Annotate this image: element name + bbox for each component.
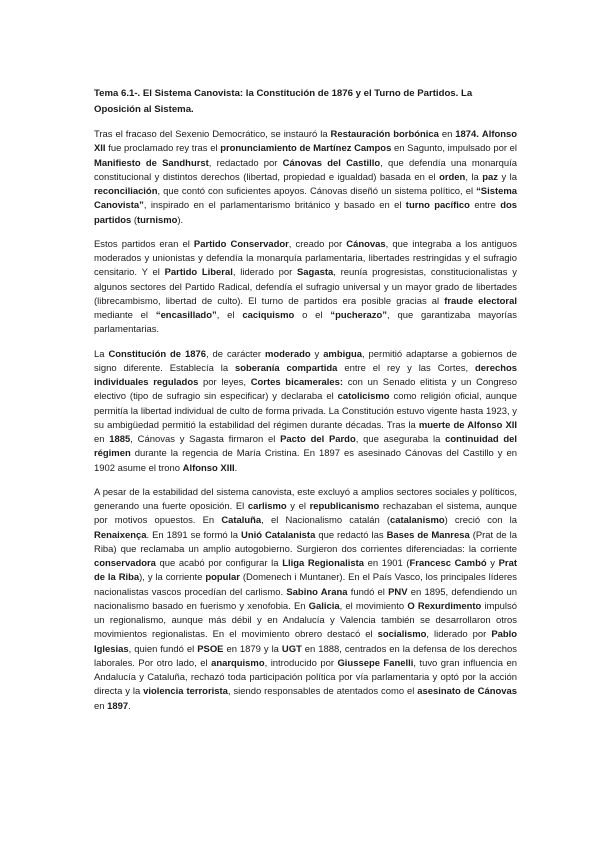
text-run: , liderado por: [426, 629, 492, 641]
bold-text-run: asesinato de Cánovas: [417, 686, 517, 698]
paragraph-oposicion: [94, 486, 517, 714]
bold-text-run: PNV: [388, 586, 408, 598]
bold-text-run: Constitución de 1876: [108, 348, 206, 360]
bold-text-run: Bases de Manresa: [386, 529, 470, 541]
text-run: y: [310, 348, 324, 360]
text-run: , tuvo gran influencia en Andalucía y Cataluña, rechazó toda participación política por vía parlamentaria y optó por la acción directa y la: [94, 657, 517, 698]
bold-text-run: catolicismo: [337, 391, 390, 403]
text-run: con un Senado elitista y un Congreso electivo (tipo de sufragio sin especificar) y declaraba el: [94, 377, 517, 403]
bold-text-run: Sagasta: [297, 267, 334, 279]
bold-text-run: Sabino Arana: [286, 586, 348, 598]
text-run: en: [438, 129, 456, 140]
bold-text-run: Unió Catalanista: [241, 529, 316, 541]
text-run: rechazaban el sistema, aunque por motivos opuestos. En: [94, 501, 517, 527]
text-run: o el: [294, 310, 331, 321]
text-run: (Domenech i Muntaner). En el País Vasco, los principales líderes nacionalistas vascos procedían del carlismo.: [94, 572, 517, 598]
text-run: en: [94, 700, 108, 712]
text-run: . En 1891 se formó la: [146, 529, 242, 541]
text-run: mediante el: [94, 310, 156, 321]
bold-text-run: socialismo: [377, 629, 427, 641]
paragraph-restauracion: [94, 128, 517, 228]
text-run: .: [234, 462, 238, 474]
bold-text-run: 1874.: [455, 129, 479, 140]
bold-text-run: Prat de la Riba: [94, 558, 517, 584]
text-run: Estos partidos eran el: [94, 238, 194, 250]
bold-text-run: “encasillado”: [155, 310, 217, 321]
text-run: , creado por: [288, 238, 347, 250]
bold-text-run: Restauración borbónica: [330, 129, 439, 140]
bold-text-run: Pablo Iglesias: [94, 629, 518, 655]
text-run: y la: [497, 171, 517, 183]
text-run: y el: [286, 501, 310, 512]
text-run: , que contó con suficientes apoyos. Cánovas diseñó un sistema político, el: [157, 186, 477, 197]
bold-text-run: derechos individuales regulados: [94, 362, 518, 388]
text-run: , reunía progresistas, constitucionalistas y algunos sectores del Partido Radical, defendía el sufragio universal y un mayor grado de libertades (librecambismo, libertad de culto). El turno de partidos era posible gracias al: [94, 267, 518, 307]
text-run: fundó el: [347, 586, 389, 598]
bold-text-run: 1897: [107, 700, 129, 712]
bold-text-run: Renaixença: [94, 529, 147, 541]
bold-text-run: Alfonso XII: [94, 129, 517, 155]
document-title: Tema 6.1-. El Sistema Canovista: la Constitución de 1876 y el Turno de Partidos. La Oposición al Sistema.: [94, 88, 473, 115]
text-run: , inspirado en el parlamentarismo británico y basado en el: [143, 200, 406, 212]
bold-text-run: soberanía compartida: [235, 362, 338, 374]
text-run: ).: [177, 214, 184, 226]
text-run: , liderado por: [232, 267, 298, 279]
bold-text-run: popular: [205, 572, 240, 584]
bold-text-run: Francesc Cambó: [409, 558, 487, 569]
text-run: en 1888, centrados en la defensa de los derechos laborales. Por otro lado, el: [94, 643, 517, 669]
bold-text-run: UGT: [281, 643, 302, 655]
text-run: en 1879 y la: [223, 643, 282, 655]
text-run: y: [486, 558, 499, 569]
bold-text-run: Cánovas del Castillo: [282, 157, 381, 169]
bold-text-run: Giussepe Fanelli: [337, 657, 414, 669]
bold-text-run: fraude electoral: [444, 295, 517, 307]
bold-text-run: Cánovas: [346, 238, 386, 250]
text-run: ) creció con la: [444, 515, 517, 527]
bold-text-run: “Sistema Canovista”: [94, 186, 517, 212]
bold-text-run: pronunciamiento de Martínez Campos: [220, 143, 392, 155]
text-run: , introducido por: [264, 657, 338, 669]
paragraph-partidos: [94, 238, 517, 338]
bold-text-run: Cortes bicamerales:: [250, 377, 344, 388]
bold-text-run: dos partidos: [94, 200, 517, 226]
bold-text-run: turnismo: [137, 214, 178, 226]
text-run: como religión oficial, aunque permitía la libertad individual de culto de forma privada. La Constitución estuvo vigente hasta 1923, y su ambigüedad permitió la estabilidad del régimen durante décadas. Tras la: [94, 391, 517, 431]
bold-text-run: anarquismo: [211, 657, 265, 669]
bold-text-run: O Rexurdimento: [407, 600, 482, 612]
bold-text-run: Galicia: [308, 600, 340, 612]
text-run: que acabó por configurar la: [155, 558, 283, 569]
text-run: , de carácter: [205, 348, 265, 360]
text-run: (Prat de la Riba) que reclamaba un amplio autogobierno. Surgieron dos corrientes diferenciadas: la corriente: [94, 529, 517, 555]
bold-text-run: Manifiesto de Sandhurst: [94, 157, 209, 169]
text-run: (: [131, 214, 137, 226]
text-run: , permitió adaptarse a gobiernos de signo diferente. Establecía la: [94, 348, 518, 374]
text-run: , el movimiento: [339, 600, 408, 612]
bold-text-run: “pucherazo”: [330, 310, 387, 321]
bold-text-run: Partido Liberal: [164, 267, 233, 279]
bold-text-run: catalanismo: [390, 515, 445, 527]
bold-text-run: orden: [439, 171, 466, 183]
bold-text-run: conservadora: [94, 558, 156, 569]
text-run: , siendo responsables de atentados como el: [227, 686, 418, 698]
bold-text-run: Lliga Regionalista: [282, 558, 364, 569]
text-run: , que integraba a los antiguos moderados y unionistas y defendía la monarquía parlamentaria, libertades restringidas y el sufragio censitario. Y el: [94, 238, 517, 279]
text-run: , redactado por: [208, 157, 283, 169]
text-run: , Cánovas y Sagasta firmaron el: [130, 434, 281, 445]
text-run: .: [128, 700, 131, 712]
paragraph-constitucion: [94, 348, 517, 476]
text-run: , quien fundó el: [128, 643, 198, 655]
bold-text-run: Partido Conservador: [193, 238, 289, 250]
text-run: durante la regencia de María Cristina. En 1897 es asesinado Cánovas del Castillo y en 1902 asume el trono: [94, 448, 517, 474]
text-run: , el Nacionalismo catalán (: [261, 515, 391, 527]
bold-text-run: PSOE: [197, 643, 224, 655]
bold-text-run: continuidad del régimen: [94, 434, 518, 460]
text-run: entre el rey y las Cortes,: [337, 362, 476, 374]
text-run: en 1895, defendiendo un nacionalismo basado en fuerismo y xenofobia. En: [94, 586, 517, 612]
text-run: entre: [469, 200, 501, 212]
text-run: que redactó las: [315, 529, 387, 541]
bold-text-run: Alfonso XIII: [182, 462, 235, 474]
bold-text-run: 1885: [109, 434, 131, 445]
bold-text-run: paz: [482, 171, 498, 183]
bold-text-run: ambigua: [323, 348, 362, 360]
bold-text-run: turno pacífico: [405, 200, 470, 212]
text-run: ), y la corriente: [139, 572, 206, 584]
text-run: en: [94, 434, 110, 445]
bold-text-run: republicanismo: [309, 501, 380, 512]
text-run: en 1901 (: [363, 558, 410, 569]
text-run: , el: [216, 310, 243, 321]
bold-text-run: violencia terrorista: [143, 686, 228, 698]
bold-text-run: reconciliación: [94, 186, 158, 197]
bold-text-run: muerte de Alfonso XII: [418, 419, 517, 431]
text-run: A pesar de la estabilidad del sistema canovista, este excluyó a amplios sectores sociales y políticos, generando una fuerte oposición. El: [94, 486, 517, 512]
bold-text-run: caciquismo: [242, 310, 295, 321]
text-run: , que aseguraba la: [355, 434, 446, 445]
text-run: , que garantizaba mayorías parlamentarias.: [94, 310, 517, 336]
text-run: Tras el fracaso del Sexenio Democrático, se instauró la: [94, 129, 331, 140]
text-run: fue proclamado rey tras el: [105, 143, 221, 155]
text-run: , que defendía una monarquía constitucional y distintos derechos (libertad, propiedad e igualdad) basada en el: [94, 157, 517, 183]
bold-text-run: moderado: [264, 348, 311, 360]
text-run: impulsó un regionalismo, aunque más débil y en Andalucía y Valencia también se desarrollaron otros movimientos regionalistas. En el movimiento obrero destacó el: [94, 600, 517, 641]
text-run: La: [94, 348, 109, 360]
text-run: en Sagunto, impulsado por el: [391, 143, 517, 155]
bold-text-run: Cataluña: [221, 515, 262, 527]
bold-text-run: Pacto del Pardo: [280, 434, 356, 445]
bold-text-run: carlismo: [247, 501, 287, 512]
text-run: , la: [465, 171, 483, 183]
text-run: por leyes,: [198, 377, 251, 388]
